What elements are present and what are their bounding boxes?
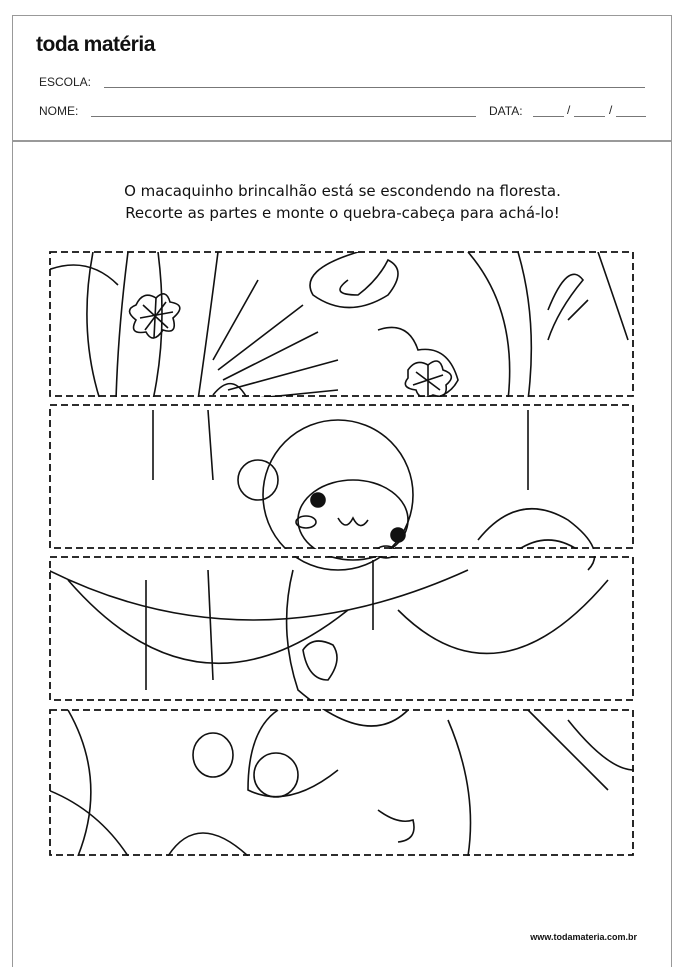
- puzzle-image: [48, 250, 638, 860]
- instructions: [0, 180, 685, 224]
- puzzle-strip-2[interactable]: [50, 405, 633, 548]
- monkey-illustration: [193, 420, 414, 842]
- instruction-line-1: O macaquinho brincalhão está se escondendo na floresta.: [124, 182, 561, 200]
- date-year-field[interactable]: [616, 116, 646, 117]
- flower-icon: [130, 294, 180, 338]
- puzzle-strip-3[interactable]: [50, 557, 633, 700]
- date-label: DATA:: [489, 104, 523, 118]
- date-separator: /: [567, 103, 571, 117]
- name-field[interactable]: [91, 116, 476, 117]
- date-day-field[interactable]: [533, 116, 564, 117]
- date-separator: /: [609, 103, 613, 117]
- school-label: ESCOLA:: [39, 75, 92, 89]
- name-label: NOME:: [39, 104, 79, 118]
- puzzle-strip-1[interactable]: [50, 252, 633, 396]
- school-field[interactable]: [104, 87, 645, 88]
- instruction-line-2: Recorte as partes e monte o quebra-cabeça para achá-lo!: [125, 204, 560, 222]
- date-month-field[interactable]: [574, 116, 605, 117]
- logo: toda matéria: [36, 33, 155, 56]
- flower-icon: [405, 361, 451, 398]
- puzzle-strip-4[interactable]: [50, 710, 633, 855]
- website-footer: www.todamateria.com.br: [530, 932, 637, 942]
